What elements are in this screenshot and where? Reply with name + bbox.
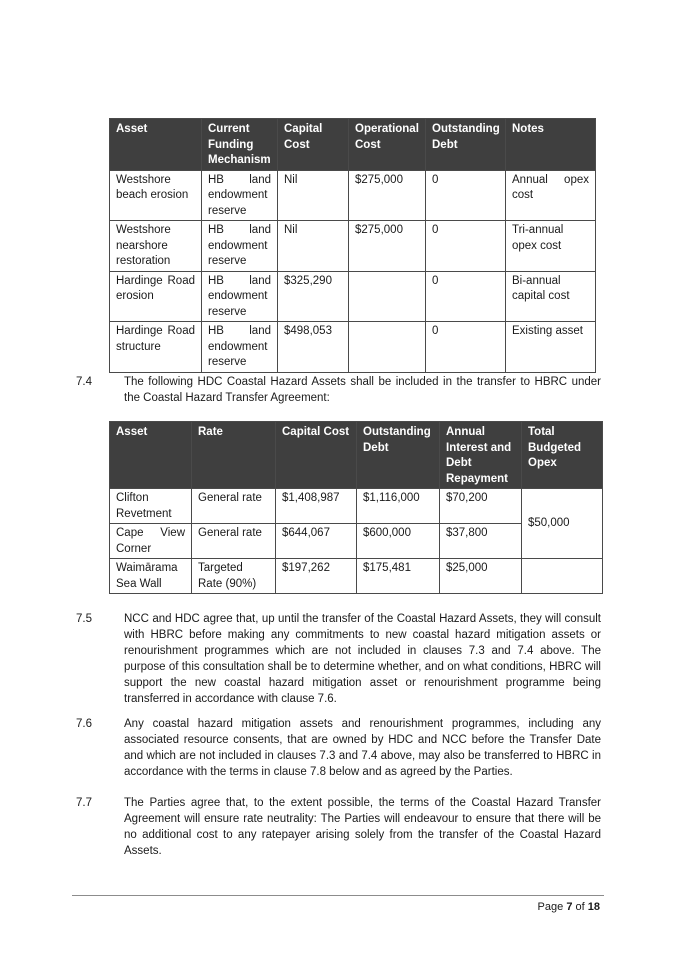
cell-operational: $275,000 xyxy=(349,221,426,272)
total-pages: 18 xyxy=(587,901,600,913)
header-notes: Notes xyxy=(506,119,596,171)
header-funding: Current Funding Mechanism xyxy=(202,119,278,171)
cell-notes: Existing asset xyxy=(506,322,596,373)
cell-debt: 0 xyxy=(426,322,506,373)
cell-asset: Westshore beach erosion xyxy=(110,170,202,221)
header-debt: Outstanding Debt xyxy=(357,422,440,489)
cell-operational xyxy=(349,322,426,373)
of-label: of xyxy=(575,901,585,913)
cell-capital: $498,053 xyxy=(278,322,349,373)
clause-text: The Parties agree that, to the extent possible, the terms of the Coastal Hazard Transfer Agreement will ensure rate neutrality: The Parties will endeavour to ensure that there will be no additional cost to any ratepayer arising solely from the transfer of the Coastal Hazard Assets. xyxy=(124,797,601,857)
cell-notes: Annual opex cost xyxy=(506,170,596,221)
cell-capital: Nil xyxy=(278,170,349,221)
cell-rate: General rate xyxy=(192,489,276,524)
cell-interest: $25,000 xyxy=(440,559,522,594)
clause-number: 7.7 xyxy=(76,797,92,809)
header-capital: Capital Cost xyxy=(276,422,357,489)
cell-rate: Targeted Rate (90%) xyxy=(192,559,276,594)
cell-debt: 0 xyxy=(426,170,506,221)
table-row xyxy=(110,559,603,594)
cell-interest: $37,800 xyxy=(440,524,522,559)
cell-debt: 0 xyxy=(426,221,506,272)
footer-divider xyxy=(72,895,604,896)
cell-interest: $70,200 xyxy=(440,489,522,524)
header-capital: Capital Cost xyxy=(278,119,349,171)
cell-capital: $197,262 xyxy=(276,559,357,594)
cell-notes: Tri-annual opex cost xyxy=(506,221,596,272)
cell-asset: Cape View Corner xyxy=(110,524,192,559)
cell-funding: HB land endowment reserve xyxy=(202,221,278,272)
header-asset: Asset xyxy=(110,119,202,171)
table-row xyxy=(110,221,596,272)
table-row xyxy=(110,170,596,221)
header-rate: Rate xyxy=(192,422,276,489)
cell-funding: HB land endowment reserve xyxy=(202,170,278,221)
cell-funding: HB land endowment reserve xyxy=(202,322,278,373)
cell-operational xyxy=(349,271,426,322)
cell-asset: Waimārama Sea Wall xyxy=(110,559,192,594)
clause-text: Any coastal hazard mitigation assets and renourishment programmes, including any associated resource consents, that are owned by HDC and NCC before the Transfer Date and which are not included in clauses 7.3 and 7.4 above, may also be transferred to HBRC in accordance with the terms in clause 7.8 below and as agreed by the Parties. xyxy=(124,718,601,778)
cell-operational: $275,000 xyxy=(349,170,426,221)
table-row xyxy=(110,489,603,524)
current-page: 7 xyxy=(566,901,573,913)
funding-table xyxy=(109,118,596,373)
header-debt: Outstanding Debt xyxy=(426,119,506,171)
header-operational: Operational Cost xyxy=(349,119,426,171)
cell-debt: 0 xyxy=(426,271,506,322)
cell-debt: $1,116,000 xyxy=(357,489,440,524)
table-header-row xyxy=(110,422,603,489)
clause-text: NCC and HDC agree that, up until the transfer of the Coastal Hazard Assets, they will consult with HBRC before making any commitments to new coastal hazard mitigation assets or renourishment programmes which are not included in clauses 7.3 and 7.4 above. The purpose of this consultation shall be to determine whether, and on what conditions, HBRC will support the new coastal hazard mitigation asset or renourishment programme being transferred in accordance with clause 7.6. xyxy=(124,613,601,705)
cell-debt: $175,481 xyxy=(357,559,440,594)
cell-total-opex: $50,000 xyxy=(522,489,603,559)
cell-debt: $600,000 xyxy=(357,524,440,559)
cell-asset: Clifton Revetment xyxy=(110,489,192,524)
cell-empty xyxy=(522,559,603,594)
table-row xyxy=(110,271,596,322)
page-label: Page xyxy=(537,901,564,913)
cell-capital: $1,408,987 xyxy=(276,489,357,524)
header-interest: Annual Interest and Debt Repayment xyxy=(440,422,522,489)
cell-rate: General rate xyxy=(192,524,276,559)
header-opex: Total Budgeted Opex xyxy=(522,422,603,489)
cell-capital: $325,290 xyxy=(278,271,349,322)
clause-number: 7.5 xyxy=(76,613,92,625)
cell-asset: Hardinge Road structure xyxy=(110,322,202,373)
table-header-row xyxy=(110,119,596,171)
cell-capital: Nil xyxy=(278,221,349,272)
header-asset: Asset xyxy=(110,422,192,489)
cell-asset: Westshore nearshore restoration xyxy=(110,221,202,272)
clause-number: 7.6 xyxy=(76,718,92,730)
cell-capital: $644,067 xyxy=(276,524,357,559)
cell-notes: Bi-annual capital cost xyxy=(506,271,596,322)
table-row xyxy=(110,322,596,373)
cell-funding: HB land endowment reserve xyxy=(202,271,278,322)
cell-asset: Hardinge Road erosion xyxy=(110,271,202,322)
clause-text: The following HDC Coastal Hazard Assets shall be included in the transfer to HBRC under the Coastal Hazard Transfer Agreement: xyxy=(124,376,601,404)
page-number xyxy=(538,901,600,913)
clause-number: 7.4 xyxy=(76,376,92,388)
hdc-assets-table xyxy=(109,421,603,594)
